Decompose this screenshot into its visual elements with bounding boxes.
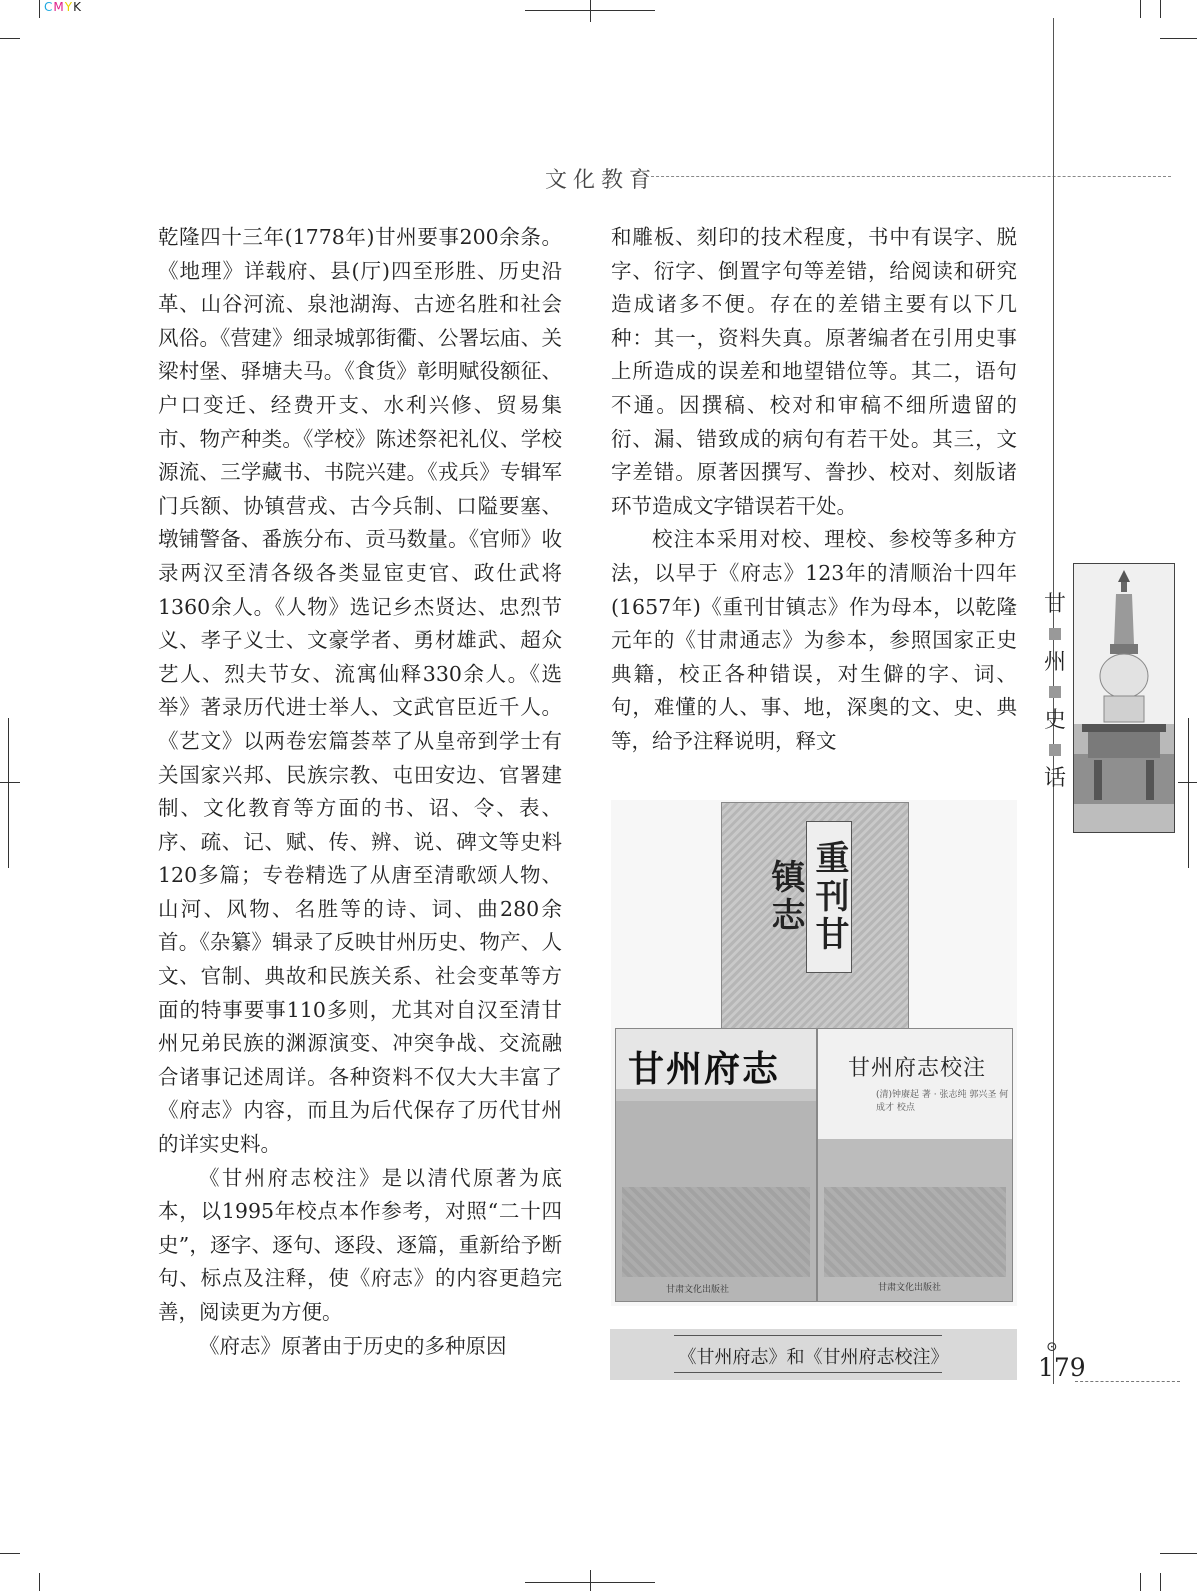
book-subtitle: (清)钟赓起 著 · 张志纯 郭兴圣 何成才 校点: [876, 1090, 1009, 1113]
figure-caption: [610, 1329, 1017, 1380]
paragraph: 校注本采用对校、理校、参校等多种方法，以早于《府志》123年的清顺治十四年(1657年)《重刊甘镇志》作为母本，以乾隆元年的《甘肃通志》为参本，参照国家正史典籍，校正各种错误，对生僻的字、词、句，难懂的人、事、地，深奥的文、史、典等，给予注释说明，释文: [611, 527, 1017, 753]
square-bullet-icon: [1049, 686, 1061, 698]
book-ganzhou-fuzhi: [615, 1028, 817, 1302]
book-title: 重刊甘镇志: [806, 821, 852, 973]
tab-char: 甘: [1043, 592, 1066, 617]
caption-rule: [674, 1335, 942, 1336]
header-dashed-rule: [646, 176, 1171, 177]
tab-char: 史: [1043, 708, 1066, 733]
book-publisher: 甘肃文化出版社: [878, 1283, 942, 1293]
tab-char: 州: [1043, 650, 1066, 675]
right-text-column: [611, 221, 1017, 759]
left-text-column: [158, 221, 562, 1363]
book-title: 甘州府志: [628, 1048, 781, 1090]
pagoda-photo: [1073, 563, 1175, 833]
square-bullet-icon: [1049, 744, 1061, 756]
book-cover-photo: [611, 800, 1017, 1306]
cover-illustration: [622, 1187, 810, 1277]
paragraph: 《府志》原著由于历史的多种原因: [199, 1333, 507, 1358]
square-bullet-icon: [1049, 628, 1061, 640]
book-publisher: 甘肃文化出版社: [666, 1285, 730, 1295]
caption-rule: [674, 1372, 942, 1373]
color-registration-mark: CMYK: [44, 0, 82, 14]
tab-char: 话: [1043, 766, 1066, 791]
section-title: 文化教育: [545, 168, 658, 193]
paragraph: 和雕板、刻印的技术程度，书中有误字、脱字、衍字、倒置字句等差错，给阅读和研究造成诸多不便。存在的差错主要有以下几种：其一，资料失真。原著编者在引用史事上所造成的误差和地望错位等。其二，语句不通。因撰稿、校对和审稿不细所遗留的衍、漏、错致成的病句有若干处。其三，文字差错。原著因撰写、誊抄、校对、刻版诸环节造成文字错误若干处。: [611, 225, 1017, 518]
footer-dashed-rule: [1075, 1381, 1180, 1382]
book-ganzhou-fuzhi-jiaozhu: [817, 1028, 1013, 1302]
pagoda-icon: [1074, 564, 1174, 832]
book-title: 甘州府志校注: [848, 1056, 987, 1081]
caption-text: 《甘州府志》和《甘州府志校注》: [678, 1347, 949, 1368]
paragraph: 《甘州府志校注》是以清代原著为底本，以1995年校点本作参考，对照“二十四史”，逐字、逐句、逐段、逐篇，重新给予断句、标点及注释，使《府志》的内容更趋完善，阅读更为方便。: [158, 1165, 562, 1324]
cover-illustration: [824, 1187, 1006, 1277]
page-number: 179: [1038, 1353, 1086, 1382]
paragraph: 乾隆四十三年(1778年)甘州要事200余条。《地理》详载府、县(厅)四至形胜、历史沿革、山谷河流、泉池湖海、古迹名胜和社会风俗。《营建》细录城郭街衢、公署坛庙、关梁村堡、驿塘夫马。《食货》彰明赋役额征、户口变迁、经费开支、水利兴修、贸易集市、物产种类。《学校》陈述祭祀礼仪、学校源流、三学藏书、书院兴建。《戎兵》专辑军门兵额、协镇营戎、古今兵制、口隘要塞、墩铺警备、番族分布、贡马数量。《官师》收录两汉至清各级各类显宦吏官、政仕武将1360余人。《人物》选记乡杰贤达、忠烈节义、孝子义士、文豪学者、勇材雄武、超众艺人、烈夫节女、流寓仙释330余人。《选举》著录历代进士举人、文武官臣近千人。《艺文》以两卷宏篇荟萃了从皇帝到学士有关国家兴邦、民族宗教、屯田安边、官署建制、文化教育等方面的书、诏、令、表、序、疏、记、赋、传、辨、说、碑文等史料120多篇；专卷精选了从唐至清歌颂人物、山河、风物、名胜等的诗、词、曲280余首。《杂纂》辑录了反映甘州历史、物产、人文、官制、典故和民族关系、社会变革等方面的特事要事110多则，尤其对自汉至清甘州兄弟民族的渊源演变、冲突争战、交流融合诸事记述周详。各种资料不仅大大丰富了《府志》内容，而且为后代保存了历代甘州的详实史料。: [158, 225, 562, 1157]
column-tab: [1043, 590, 1067, 794]
page-dot-icon: ⊙: [1046, 1339, 1058, 1355]
book-chongkan-ganzhenzhi: [721, 802, 909, 1034]
